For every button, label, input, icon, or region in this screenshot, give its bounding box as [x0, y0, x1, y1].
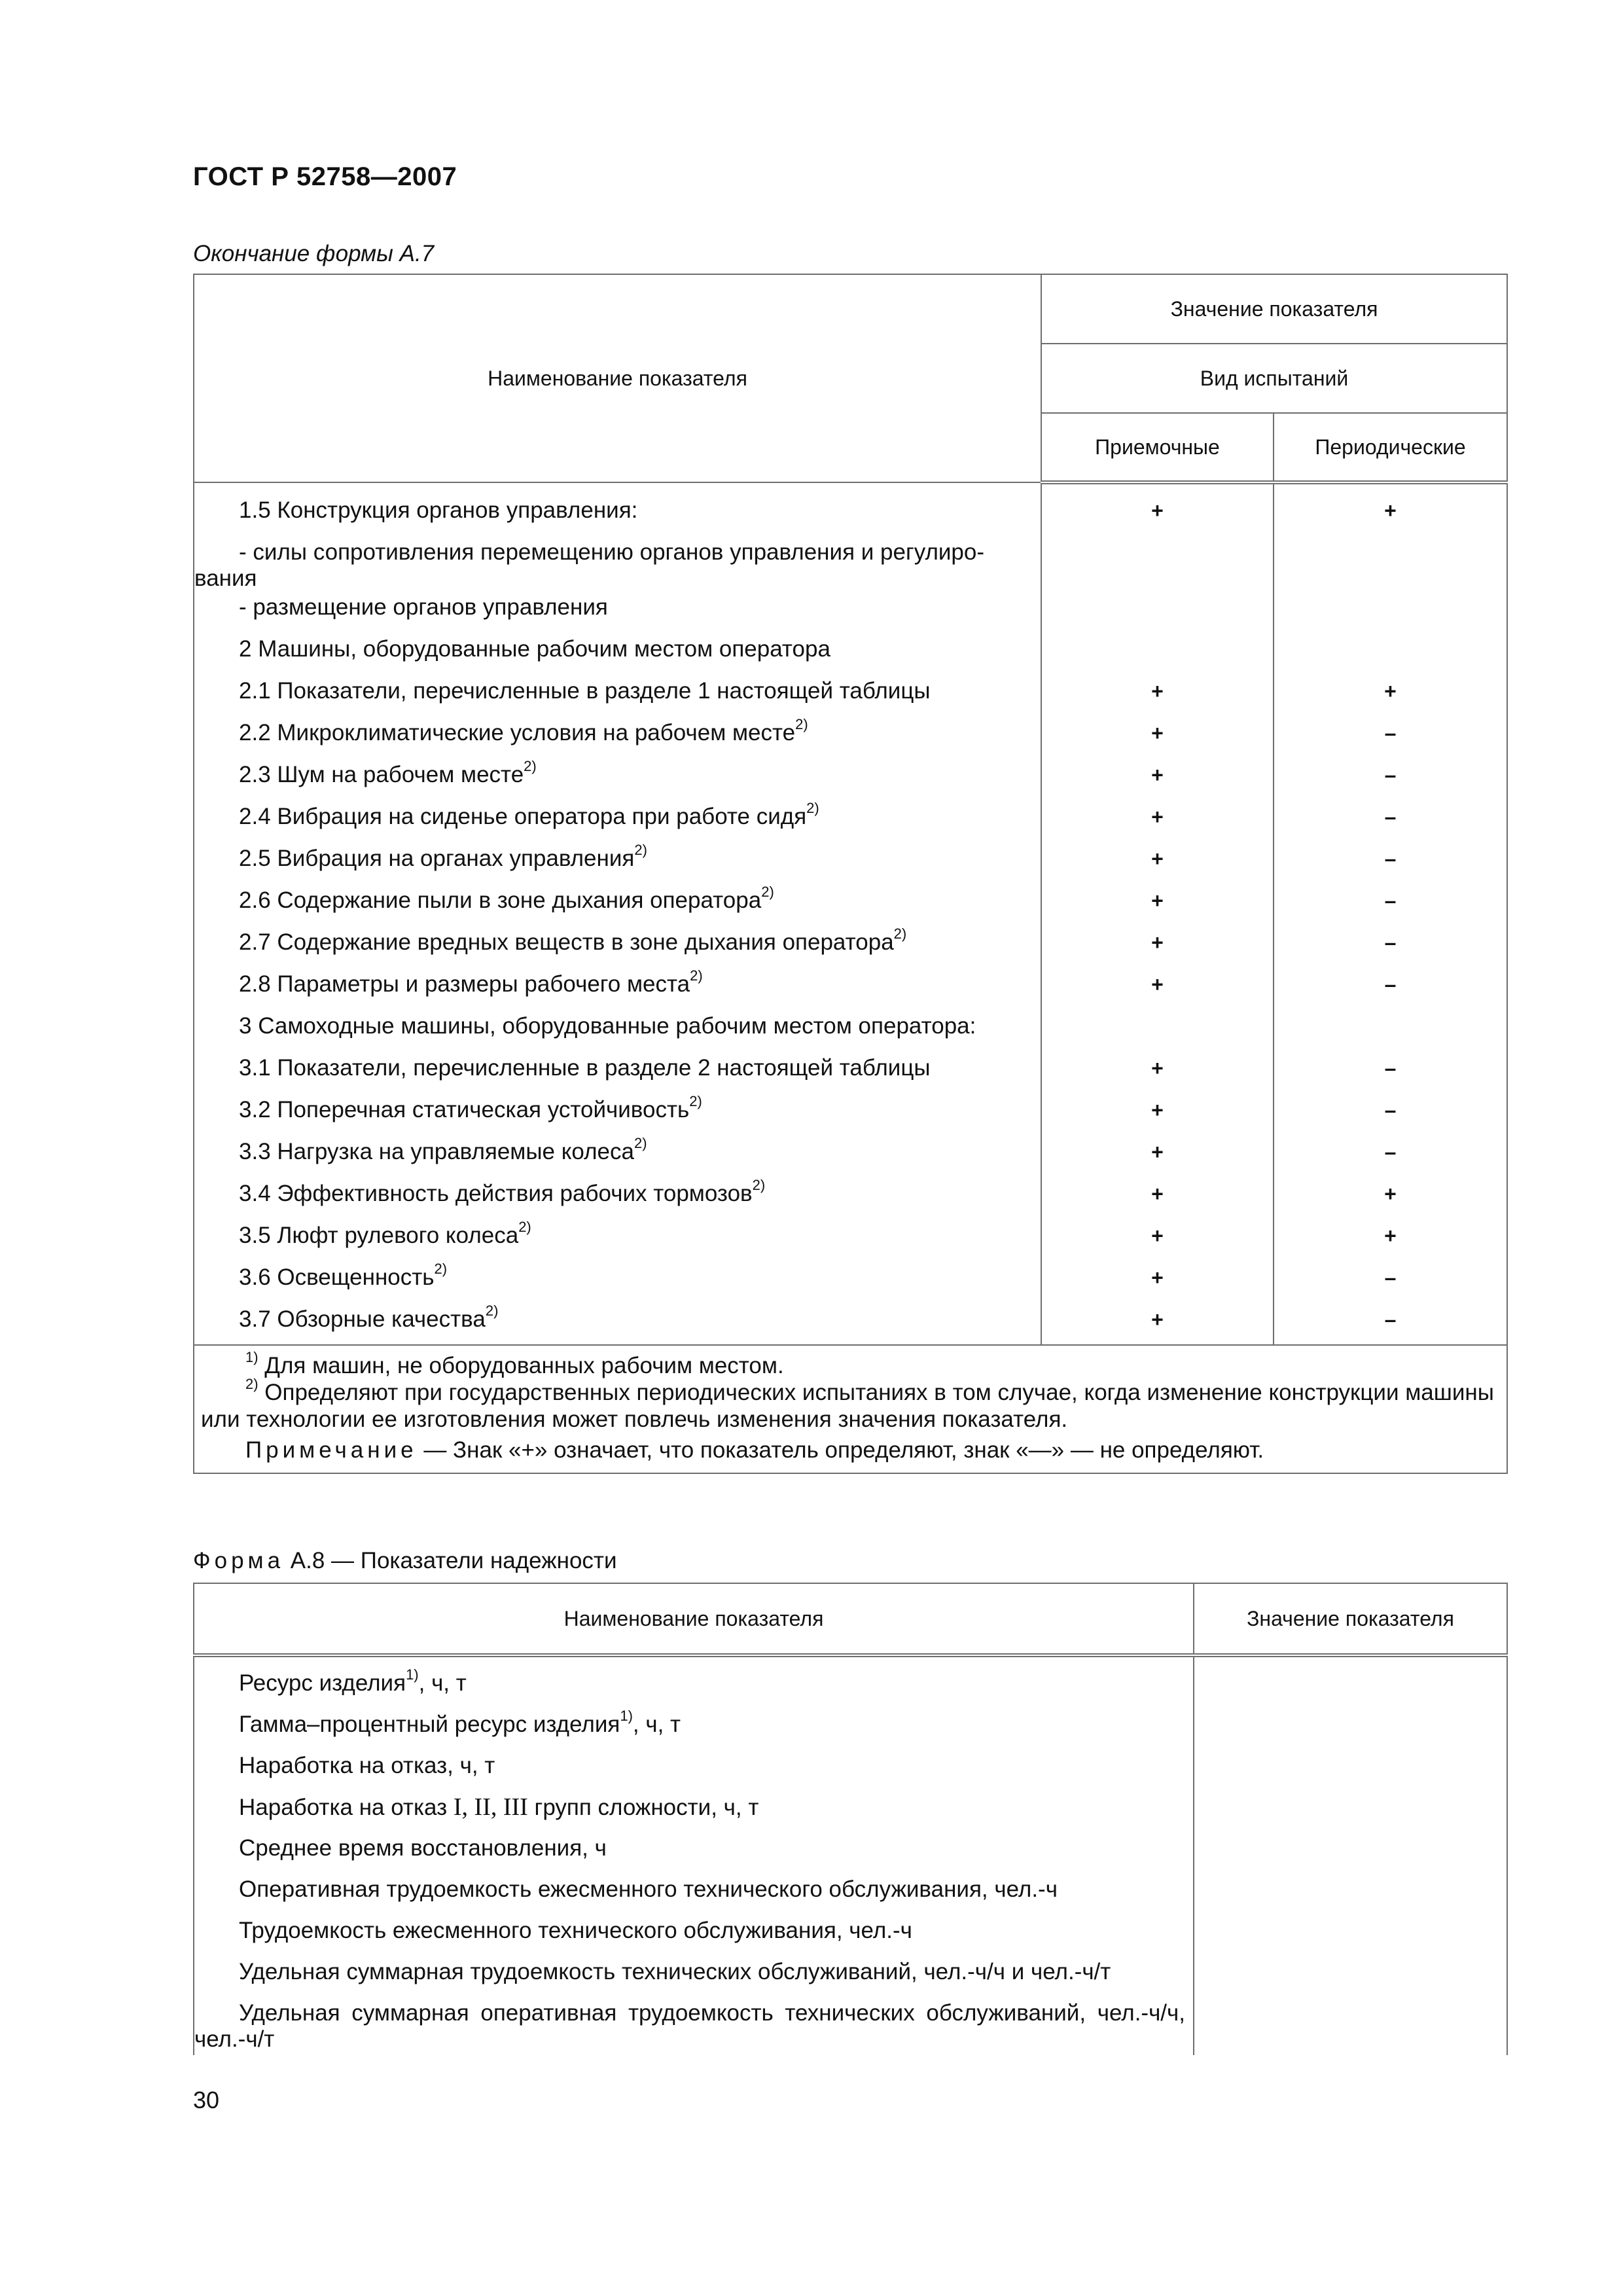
acceptance-mark: + — [1041, 846, 1274, 888]
indicator-value — [1194, 1876, 1507, 1918]
column-header-periodic: Периодические — [1274, 413, 1507, 482]
periodic-mark — [1274, 636, 1507, 678]
form-a7-table — [193, 274, 1508, 1474]
footnote-2: $^{2)}$ Определяют при государственных периодических испытаниях в том случае, когда изменение конструкции машины или технологии ее изготовления может повлечь изменения значения показателя. — [201, 1376, 1494, 1432]
form-a8-table — [193, 1583, 1508, 2055]
indicator-value — [1194, 1753, 1507, 1794]
table-row — [194, 539, 1507, 594]
indicator-name: 2.2 Микроклиматические условия на рабочем месте$^{2)}$ — [194, 720, 1041, 762]
periodic-mark: – — [1274, 971, 1507, 1013]
footnote-ref: 2) — [806, 800, 819, 817]
acceptance-mark: + — [1041, 1306, 1274, 1345]
footnote-ref: 2) — [485, 1302, 499, 1319]
acceptance-mark: + — [1041, 762, 1274, 804]
periodic-mark: + — [1274, 1181, 1507, 1223]
indicator-name: Ресурс изделия$^{1)}$, ч, т — [194, 1670, 1194, 1712]
indicator-name: 3.3 Нагрузка на управляемые колеса$^{2)}$ — [194, 1139, 1041, 1181]
footnote-ref: 2) — [752, 1177, 766, 1194]
indicator-name: 2.6 Содержание пыли в зоне дыхания оператора$^{2)}$ — [194, 888, 1041, 929]
footnote-ref: 2) — [518, 1219, 531, 1236]
form-a7-caption: Окончание формы А.7 — [193, 241, 435, 266]
indicator-name: 2.4 Вибрация на сиденье оператора при работе сидя$^{2)}$ — [194, 804, 1041, 846]
acceptance-mark: + — [1041, 1265, 1274, 1306]
table-row — [194, 497, 1507, 539]
indicator-name: - силы сопротивления перемещению органов управления и регулиро-вания — [194, 539, 1041, 594]
periodic-mark — [1274, 539, 1507, 594]
table-row — [194, 888, 1507, 929]
footnote-ref: 2) — [524, 758, 537, 775]
indicator-name: 2.7 Содержание вредных веществ в зоне дыхания оператора$^{2)}$ — [194, 929, 1041, 971]
indicator-name: 3.1 Показатели, перечисленные в разделе 2 настоящей таблицы — [194, 1055, 1041, 1097]
periodic-mark: – — [1274, 762, 1507, 804]
footnote-ref: 2) — [893, 925, 907, 942]
footnotes-row — [194, 1345, 1507, 1473]
periodic-mark: – — [1274, 1055, 1507, 1097]
indicator-name: 2.5 Вибрация на органах управления$^{2)}$ — [194, 846, 1041, 888]
acceptance-mark — [1041, 1013, 1274, 1055]
indicator-name: 1.5 Конструкция органов управления: — [194, 497, 1041, 539]
page-number: 30 — [193, 2087, 220, 2113]
indicator-name: 3.5 Люфт рулевого колеса$^{2)}$ — [194, 1223, 1041, 1265]
indicator-name: 2.3 Шум на рабочем месте$^{2)}$ — [194, 762, 1041, 804]
acceptance-mark: + — [1041, 888, 1274, 929]
acceptance-mark — [1041, 539, 1274, 594]
table-row — [194, 1918, 1507, 1959]
note-text: — Знак «+» означает, что показатель определяют, знак «—» — не определяют. — [417, 1437, 1264, 1463]
periodic-mark: – — [1274, 804, 1507, 846]
note — [201, 1437, 1500, 1463]
indicator-name: 3.6 Освещенность$^{2)}$ — [194, 1265, 1041, 1306]
indicator-name: Наработка на отказ I, II, III групп сложности, ч, т — [194, 1794, 1194, 1835]
periodic-mark — [1274, 1013, 1507, 1055]
indicator-value — [1194, 1959, 1507, 2000]
acceptance-mark: + — [1041, 497, 1274, 539]
table-row — [194, 1013, 1507, 1055]
indicator-name: Удельная суммарная трудоемкость технических обслуживаний, чел.-ч/ч и чел.-ч/т — [194, 1959, 1194, 2000]
table-row — [194, 971, 1507, 1013]
acceptance-mark: + — [1041, 1097, 1274, 1139]
acceptance-mark: + — [1041, 1055, 1274, 1097]
document-header: ГОСТ Р 52758—2007 — [193, 162, 457, 191]
form-a8-caption: Форма А.8 — Показатели надежности — [193, 1548, 617, 1573]
table-row — [194, 1181, 1507, 1223]
indicator-name: 3 Самоходные машины, оборудованные рабочим местом оператора: — [194, 1013, 1041, 1055]
table-row — [194, 1712, 1507, 1753]
table-row — [194, 678, 1507, 720]
indicator-name: - размещение органов управления — [194, 594, 1041, 636]
column-header-name: Наименование показателя — [194, 1583, 1194, 1655]
indicator-value — [1194, 1712, 1507, 1753]
table-row — [194, 1097, 1507, 1139]
acceptance-mark — [1041, 636, 1274, 678]
footnote-ref: 2) — [795, 716, 808, 733]
table-row — [194, 636, 1507, 678]
acceptance-mark: + — [1041, 1181, 1274, 1223]
table-row — [194, 1753, 1507, 1794]
periodic-mark: + — [1274, 678, 1507, 720]
indicator-name: Среднее время восстановления, ч — [194, 1835, 1194, 1876]
table-row — [194, 804, 1507, 846]
indicator-name: Наработка на отказ, ч, т — [194, 1753, 1194, 1794]
periodic-mark: – — [1274, 1265, 1507, 1306]
indicator-name: Гамма–процентный ресурс изделия$^{1)}$, ч, т — [194, 1712, 1194, 1753]
indicator-name: Трудоемкость ежесменного технического обслуживания, чел.-ч — [194, 1918, 1194, 1959]
table-row — [194, 720, 1507, 762]
table-row — [194, 1794, 1507, 1835]
table-row — [194, 1835, 1507, 1876]
indicator-name: Оперативная трудоемкость ежесменного технического обслуживания, чел.-ч — [194, 1876, 1194, 1918]
acceptance-mark: + — [1041, 1139, 1274, 1181]
footnote-ref: 2) — [633, 1135, 647, 1152]
table-row — [194, 594, 1507, 636]
table-row — [194, 1876, 1507, 1918]
table-row — [194, 1959, 1507, 2000]
periodic-mark: – — [1274, 1097, 1507, 1139]
indicator-name: 3.2 Поперечная статическая устойчивость$^{2)}$ — [194, 1097, 1041, 1139]
periodic-mark: – — [1274, 888, 1507, 929]
indicator-name: 2 Машины, оборудованные рабочим местом оператора — [194, 636, 1041, 678]
column-header-test-type: Вид испытаний — [1041, 344, 1507, 413]
table-row — [194, 2000, 1507, 2055]
indicator-name: 3.7 Обзорные качества$^{2)}$ — [194, 1306, 1041, 1345]
note-label: Примечание — [245, 1437, 418, 1463]
indicator-value — [1194, 1918, 1507, 1959]
periodic-mark — [1274, 594, 1507, 636]
column-header-acceptance: Приемочные — [1041, 413, 1274, 482]
periodic-mark: – — [1274, 720, 1507, 762]
column-header-value: Значение показателя — [1041, 274, 1507, 344]
acceptance-mark: + — [1041, 929, 1274, 971]
indicator-name: 3.4 Эффективность действия рабочих тормозов$^{2)}$ — [194, 1181, 1041, 1223]
periodic-mark: – — [1274, 1306, 1507, 1345]
acceptance-mark — [1041, 594, 1274, 636]
table-row — [194, 1055, 1507, 1097]
acceptance-mark: + — [1041, 678, 1274, 720]
table-row — [194, 1223, 1507, 1265]
indicator-value — [1194, 1670, 1507, 1712]
periodic-mark: + — [1274, 497, 1507, 539]
table-row — [194, 1306, 1507, 1345]
footnote-ref: 2) — [761, 884, 774, 901]
table-row — [194, 846, 1507, 888]
periodic-mark: – — [1274, 1139, 1507, 1181]
footnote-ref: 2) — [690, 967, 703, 984]
indicator-value — [1194, 2000, 1507, 2055]
acceptance-mark: + — [1041, 720, 1274, 762]
footnote-ref: 2) — [634, 842, 647, 859]
acceptance-mark: + — [1041, 971, 1274, 1013]
indicator-value — [1194, 1835, 1507, 1876]
acceptance-mark: + — [1041, 804, 1274, 846]
periodic-mark: – — [1274, 846, 1507, 888]
periodic-mark: + — [1274, 1223, 1507, 1265]
column-header-name: Наименование показателя — [194, 274, 1041, 482]
table-row — [194, 929, 1507, 971]
table-row — [194, 762, 1507, 804]
column-header-value: Значение показателя — [1194, 1583, 1507, 1655]
table-row — [194, 1670, 1507, 1712]
indicator-name: 2.1 Показатели, перечисленные в разделе 1 настоящей таблицы — [194, 678, 1041, 720]
footnote-1: $^{1)}$ Для машин, не оборудованных рабочим местом. — [245, 1349, 784, 1378]
indicator-value — [1194, 1794, 1507, 1835]
indicator-name: Удельная суммарная оперативная трудоемкость технических обслуживаний, чел.-ч/ч, чел.-ч/т — [194, 2000, 1194, 2055]
footnote-ref: 2) — [689, 1093, 702, 1110]
acceptance-mark: + — [1041, 1223, 1274, 1265]
indicator-name: 2.8 Параметры и размеры рабочего места$^{2)}$ — [194, 971, 1041, 1013]
periodic-mark: – — [1274, 929, 1507, 971]
table-row — [194, 1139, 1507, 1181]
footnotes-cell — [194, 1345, 1507, 1473]
footnote-ref: 2) — [434, 1261, 448, 1278]
table-row — [194, 1265, 1507, 1306]
